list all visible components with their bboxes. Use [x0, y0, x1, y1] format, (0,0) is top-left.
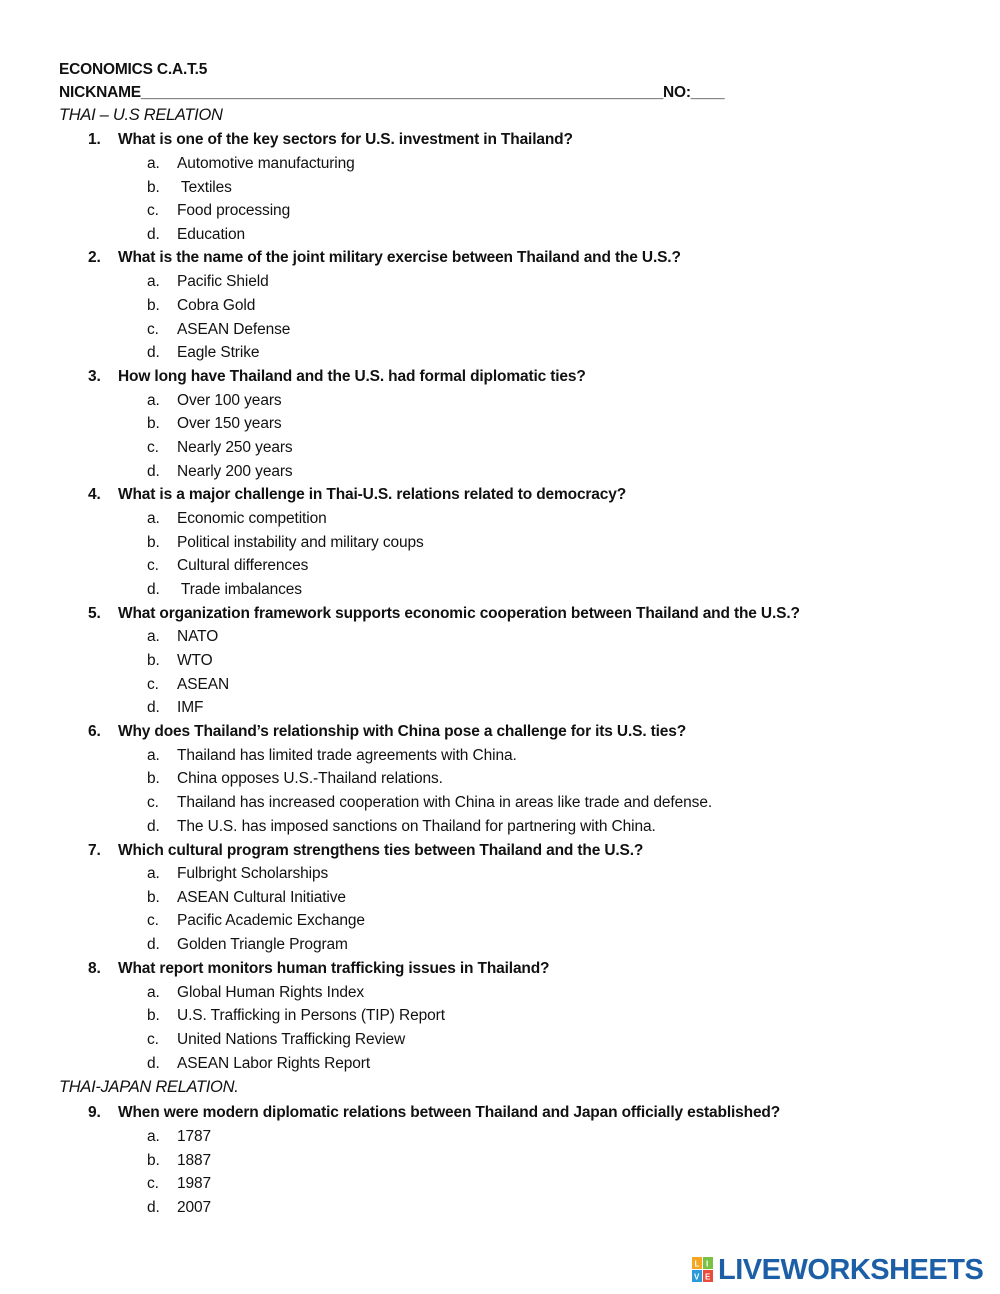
option-letter: a. — [147, 747, 160, 764]
answer-option[interactable] — [147, 415, 282, 433]
option-text: China opposes U.S.-Thailand relations. — [177, 770, 443, 787]
question — [88, 131, 573, 149]
question — [88, 960, 549, 978]
option-letter: d. — [147, 226, 160, 243]
option-letter: b. — [147, 770, 160, 787]
option-text: Nearly 200 years — [177, 463, 293, 480]
option-text: 1987 — [177, 1175, 212, 1192]
answer-option[interactable] — [147, 865, 328, 883]
answer-option[interactable] — [147, 770, 443, 788]
option-text: ASEAN — [177, 676, 230, 693]
option-text: Over 100 years — [177, 392, 282, 409]
option-letter: b. — [147, 652, 160, 669]
answer-option[interactable] — [147, 699, 203, 717]
nickname-line: NICKNAME______________________________________________________________NO:____ — [59, 84, 725, 101]
logo-text: LIVEWORKSHEETS — [718, 1253, 984, 1286]
option-letter: a. — [147, 1128, 160, 1145]
option-text: Economic competition — [177, 510, 327, 527]
answer-option[interactable] — [147, 273, 269, 291]
option-letter: d. — [147, 344, 160, 361]
option-text: Food processing — [177, 202, 291, 219]
option-text: Global Human Rights Index — [177, 984, 365, 1001]
option-letter: a. — [147, 628, 160, 645]
option-letter: c. — [147, 202, 159, 219]
answer-option[interactable] — [147, 747, 517, 765]
answer-option[interactable] — [147, 226, 245, 244]
question-text: What is the name of the joint military exercise between Thailand and the U.S.? — [118, 249, 681, 266]
question-number: 4. — [88, 486, 101, 503]
answer-option[interactable] — [147, 984, 364, 1002]
option-text: 1887 — [177, 1152, 212, 1169]
answer-option[interactable] — [147, 463, 293, 481]
answer-option[interactable] — [147, 818, 656, 836]
question-text: What is a major challenge in Thai-U.S. relations related to democracy? — [118, 486, 627, 503]
svg-text:L: L — [694, 1259, 700, 1269]
option-text: Eagle Strike — [177, 344, 260, 361]
answer-option[interactable] — [147, 652, 213, 670]
answer-option[interactable] — [147, 179, 232, 197]
option-text: Political instability and military coups — [177, 534, 424, 551]
option-text: Textiles — [177, 179, 232, 196]
option-text: Education — [177, 226, 246, 243]
answer-option[interactable] — [147, 155, 355, 173]
option-letter: a. — [147, 392, 160, 409]
option-letter: c. — [147, 676, 159, 693]
option-letter: b. — [147, 1152, 160, 1169]
option-text: 2007 — [177, 1199, 212, 1216]
option-text: Golden Triangle Program — [177, 936, 348, 953]
option-text: NATO — [177, 628, 219, 645]
option-text: Trade imbalances — [177, 581, 302, 598]
answer-option[interactable] — [147, 297, 255, 315]
question-number: 8. — [88, 960, 101, 977]
question-text: What is one of the key sectors for U.S. investment in Thailand? — [118, 131, 573, 148]
question — [88, 605, 800, 623]
option-text: The U.S. has imposed sanctions on Thailand for partnering with China. — [177, 818, 656, 835]
option-letter: b. — [147, 889, 160, 906]
question — [88, 1104, 780, 1122]
answer-option[interactable] — [147, 1199, 211, 1217]
answer-option[interactable] — [147, 202, 290, 220]
answer-option[interactable] — [147, 628, 218, 646]
option-letter: c. — [147, 912, 159, 929]
answer-option[interactable] — [147, 1007, 445, 1025]
option-letter: d. — [147, 1055, 160, 1072]
question — [88, 249, 681, 267]
option-letter: b. — [147, 297, 160, 314]
option-letter: d. — [147, 1199, 160, 1216]
worksheet-title: ECONOMICS C.A.T.5 — [59, 61, 208, 78]
answer-option[interactable] — [147, 1055, 370, 1073]
question-number: 5. — [88, 605, 101, 622]
option-letter: b. — [147, 1007, 160, 1024]
question — [88, 842, 643, 860]
question-text: Which cultural program strengthens ties between Thailand and the U.S.? — [118, 842, 644, 859]
question-number: 9. — [88, 1104, 101, 1121]
question-text: What organization framework supports economic cooperation between Thailand and the U.S.? — [118, 605, 800, 622]
answer-option[interactable] — [147, 936, 348, 954]
answer-option[interactable] — [147, 794, 712, 812]
option-letter: b. — [147, 534, 160, 551]
question-number: 2. — [88, 249, 101, 266]
option-text: ASEAN Defense — [177, 321, 291, 338]
section-title-thai-us: THAI – U.S RELATION — [59, 106, 223, 124]
answer-option[interactable] — [147, 534, 424, 552]
option-letter: a. — [147, 155, 160, 172]
answer-option[interactable] — [147, 557, 308, 575]
question-number: 6. — [88, 723, 101, 740]
svg-text:I: I — [706, 1259, 709, 1269]
option-text: Nearly 250 years — [177, 439, 293, 456]
option-letter: c. — [147, 794, 159, 811]
option-letter: b. — [147, 415, 160, 432]
answer-option[interactable] — [147, 510, 327, 528]
liveworksheets-logo — [692, 1254, 983, 1286]
question-number: 3. — [88, 368, 101, 385]
answer-option[interactable] — [147, 889, 346, 907]
option-letter: a. — [147, 865, 160, 882]
question-number: 1. — [88, 131, 101, 148]
question-text: When were modern diplomatic relations between Thailand and Japan officially established? — [118, 1104, 781, 1121]
option-text: Cultural differences — [177, 557, 309, 574]
answer-option[interactable] — [147, 344, 259, 362]
answer-option[interactable] — [147, 912, 365, 930]
question — [88, 486, 626, 504]
option-letter: c. — [147, 1175, 159, 1192]
option-letter: d. — [147, 463, 160, 480]
option-text: WTO — [177, 652, 213, 669]
answer-option[interactable] — [147, 1152, 211, 1170]
option-text: ASEAN Labor Rights Report — [177, 1055, 371, 1072]
option-text: Automotive manufacturing — [177, 155, 355, 172]
option-text: Pacific Academic Exchange — [177, 912, 365, 929]
option-letter: c. — [147, 1031, 159, 1048]
option-text: United Nations Trafficking Review — [177, 1031, 406, 1048]
option-letter: c. — [147, 439, 159, 456]
option-letter: c. — [147, 557, 159, 574]
option-letter: d. — [147, 936, 160, 953]
question-text: What report monitors human trafficking issues in Thailand? — [118, 960, 550, 977]
answer-option[interactable] — [147, 581, 302, 599]
question-number: 7. — [88, 842, 101, 859]
option-letter: a. — [147, 984, 160, 1001]
option-text: Thailand has increased cooperation with China in areas like trade and defense. — [177, 794, 713, 811]
option-text: U.S. Trafficking in Persons (TIP) Report — [177, 1007, 445, 1024]
svg-text:E: E — [705, 1272, 711, 1282]
option-text: Cobra Gold — [177, 297, 256, 314]
question-text: How long have Thailand and the U.S. had formal diplomatic ties? — [118, 368, 586, 385]
option-letter: d. — [147, 581, 160, 598]
option-letter: a. — [147, 273, 160, 290]
option-text: Over 150 years — [177, 415, 282, 432]
option-letter: d. — [147, 818, 160, 835]
option-text: Thailand has limited trade agreements with China. — [177, 747, 517, 764]
option-letter: c. — [147, 321, 159, 338]
question — [88, 723, 686, 741]
answer-option[interactable] — [147, 1031, 405, 1049]
option-letter: a. — [147, 510, 160, 527]
option-letter: b. — [147, 179, 160, 196]
question-text: Why does Thailand’s relationship with China pose a challenge for its U.S. ties? — [118, 723, 687, 740]
live-badge-icon — [692, 1257, 714, 1283]
option-text: Fulbright Scholarships — [177, 865, 329, 882]
answer-option[interactable] — [147, 1128, 211, 1146]
option-letter: d. — [147, 699, 160, 716]
answer-option[interactable] — [147, 1175, 211, 1193]
option-text: ASEAN Cultural Initiative — [177, 889, 346, 906]
section-title-thai-japan: THAI-JAPAN RELATION. — [59, 1078, 239, 1096]
question — [88, 368, 586, 386]
svg-text:V: V — [694, 1272, 700, 1282]
answer-option[interactable] — [147, 439, 293, 457]
option-text: 1787 — [177, 1128, 212, 1145]
option-text: Pacific Shield — [177, 273, 269, 290]
answer-option[interactable] — [147, 321, 290, 339]
answer-option[interactable] — [147, 392, 282, 410]
option-text: IMF — [177, 699, 204, 716]
answer-option[interactable] — [147, 676, 229, 694]
